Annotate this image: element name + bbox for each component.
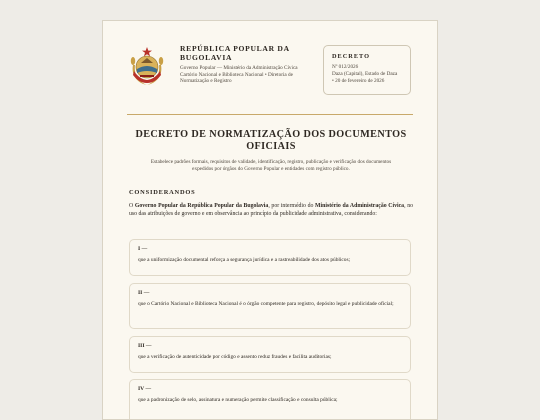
- clause-text: que a verificação de autenticidade por código e assento reduz fraudes e facilita auditorias;: [138, 354, 332, 360]
- decree-location: Daza (Capital), Estado de Daza: [332, 71, 398, 77]
- clause-card: [129, 336, 411, 373]
- clause-number: I —: [138, 246, 148, 252]
- header-divider: [127, 114, 413, 115]
- clause-text: que a padronização de selo, assinatura e numeração permite classificação e consulta pública;: [138, 397, 338, 403]
- issuer-block: [180, 45, 316, 84]
- document-subtitle: Estabelece padrões formais, requisitos de validade, identificação, registro, publicação e verificação dos documentos expedidos por órgãos do Governo Popular e entidades com registro público.: [150, 159, 392, 172]
- country-name: REPÚBLICA POPULAR DA BUGOLAVIA: [180, 44, 290, 62]
- clause-card: [129, 379, 411, 420]
- registry-line: Cartório Nacional e Biblioteca Nacional • Diretoria de Normatização e Registro: [180, 72, 293, 85]
- decree-info-box: [323, 45, 411, 95]
- intro-ministry-name: Ministério da Administração Cívica: [315, 203, 405, 209]
- decree-date: • 20 de fevereiro de 2026: [332, 78, 385, 85]
- decree-label: DECRETO: [332, 53, 371, 60]
- decree-number: Nº 012/2026: [332, 64, 359, 70]
- clause-number: II —: [138, 290, 150, 296]
- section-heading: CONSIDERANDOS: [129, 189, 196, 196]
- intro-text-2: , por intermédio do: [268, 203, 316, 209]
- document-title: DECRETO DE NORMATIZAÇÃO DOS DOCUMENTOS OFICIAIS: [135, 129, 407, 153]
- clause-number: IV —: [138, 386, 152, 392]
- intro-government-name: Governo Popular da República Popular da Bugolavia: [134, 203, 269, 209]
- intro-text-3: , no uso das atribuições de governo e em observância ao princípio da publicidade administrativa, considerando:: [129, 203, 414, 218]
- intro-text-1: O: [129, 203, 135, 209]
- clause-card: [129, 283, 411, 329]
- clause-number: III —: [138, 343, 152, 349]
- clause-text: que a uniformização documental reforça a segurança jurídica e a rastreabilidade dos atos públicos;: [138, 257, 351, 263]
- clause-card: [129, 239, 411, 276]
- ministry-line: Governo Popular — Ministério da Administração Cívica: [180, 65, 298, 72]
- intro-paragraph: [129, 202, 413, 219]
- clause-text: que o Cartório Nacional e Biblioteca Nacional é o órgão competente para registro, depósito legal e publicidade oficial;: [138, 301, 394, 307]
- state-emblem-icon: [127, 45, 167, 87]
- document-page: [102, 20, 438, 420]
